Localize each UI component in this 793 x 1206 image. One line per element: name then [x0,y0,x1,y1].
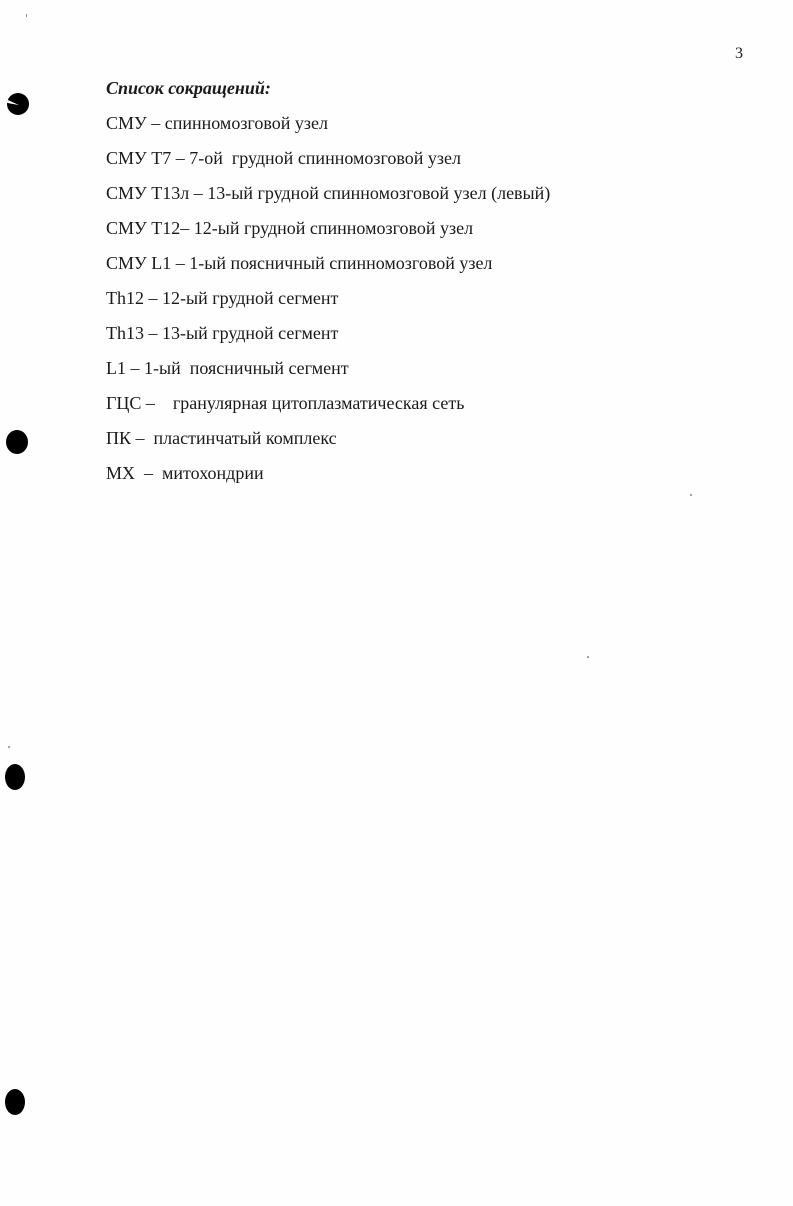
scan-speck [8,746,10,748]
abbreviation-item: СМУ Т13л – 13-ый грудной спинномозговой узел (левый) [106,183,551,203]
punch-hole-mark [7,93,29,115]
scan-speck [587,656,589,658]
abbreviation-item: L1 – 1-ый поясничный сегмент [106,358,349,378]
abbreviations-heading: Список сокращений: [106,78,271,98]
page-number: 3 [735,45,743,62]
abbreviations-list [106,112,550,497]
punch-hole-mark [6,430,28,454]
abbreviation-item: СМУ – спинномозговой узел [106,113,328,133]
abbreviation-item: СМУ L1 – 1-ый поясничный спинномозговой узел [106,253,493,273]
abbreviation-item: ГЦС – гранулярная цитоплазматическая сеть [106,393,465,413]
punch-hole-mark [5,1089,25,1115]
abbreviation-item: СМУ Т12– 12-ый грудной спинномозговой узел [106,218,474,238]
scan-speck [26,14,27,17]
abbreviation-item: Th13 – 13-ый грудной сегмент [106,323,339,343]
punch-hole-mark [5,764,25,790]
abbreviation-item: СМУ Т7 – 7-ой грудной спинномозговой узел [106,148,462,168]
abbreviation-item: ПК – пластинчатый комплекс [106,428,337,448]
abbreviation-item: МХ – митохондрии [106,463,264,483]
scan-speck [690,494,692,496]
abbreviation-item: Th12 – 12-ый грудной сегмент [106,288,339,308]
